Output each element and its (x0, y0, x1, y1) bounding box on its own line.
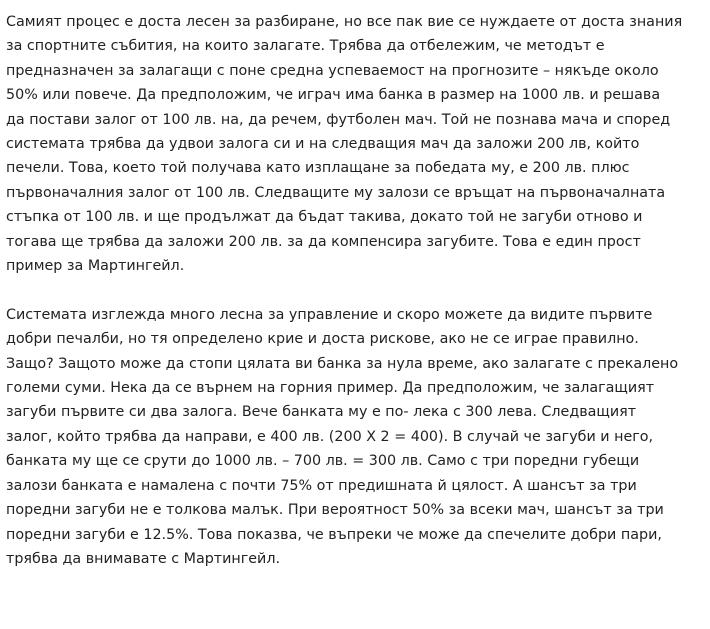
text-line: поредни загуби е 12.5%. Това показва, че въпреки че може да спечелите добри пари, (6, 526, 662, 543)
text-line: Системата изглежда много лесна за управление и скоро можете да видите първите (6, 306, 653, 323)
text-line: печели. Това, което той получава като изплащане за победата му, е 200 лв. плюс (6, 160, 630, 177)
text-line: стъпка от 100 лв. и ще продължат да бъдат такива, докато той не загуби отново и (6, 209, 643, 226)
text-line: системата трябва да удвои залога си и на следващия мач да заложи 200 лв, който (6, 136, 640, 153)
text-line: предназначен за залагащи с поне средна успеваемост на прогнозите – някъде около (6, 62, 659, 79)
text-line: трябва да внимавате с Мартингейл. (6, 550, 281, 567)
text-line: Самият процес е доста лесен за разбиране, но все пак вие се нуждаете от доста знания (6, 14, 683, 30)
text-line: 50% или повече. Да предположим, че играч има банка в размер на 1000 лв. и решава (6, 87, 661, 104)
text-line: Защо? Защото може да стопи цялата ви банка за нула време, ако залагате с прекалено (6, 355, 679, 372)
text-line: залог, който трябва да направи, е 400 лв. (200 X 2 = 400). В случай че загуби и него, (6, 428, 654, 445)
paragraph-1 (6, 10, 704, 278)
text-line: загуби първите си два залога. Вече банката му е по- лека с 300 лева. Следващият (6, 404, 637, 421)
text-line: първоначалния залог от 100 лв. Следващите му залози се връщат на първоначалната (6, 184, 666, 201)
text-line: пример за Мартингейл. (6, 258, 185, 275)
text-line: големи суми. Нека да се върнем на горния пример. Да предположим, че залагащият (6, 380, 655, 397)
text-line: тогава ще трябва да заложи 200 лв. за да компенсира загубите. Това е един прост (6, 233, 641, 250)
text-line: да постави залог от 100 лв. на, да речем, футболен мач. Той не познава мача и според (6, 111, 671, 128)
paragraph-2 (6, 303, 704, 571)
text-line: залози банката е намалена с почти 75% от предишната й цялост. А шансът за три (6, 477, 637, 494)
text-line: банката му ще се срути до 1000 лв. – 700 лв. = 300 лв. Само с три поредни губещи (6, 453, 640, 470)
text-line: поредни загуби не е толкова малък. При вероятност 50% за всеки мач, шансът за три (6, 502, 664, 519)
text-line: за спортните събития, на които залагате. Трябва да отбележим, че методът е (6, 38, 605, 55)
text-line: добри печалби, но тя определено крие и доста рискове, ако не се играе правилно. (6, 331, 639, 348)
